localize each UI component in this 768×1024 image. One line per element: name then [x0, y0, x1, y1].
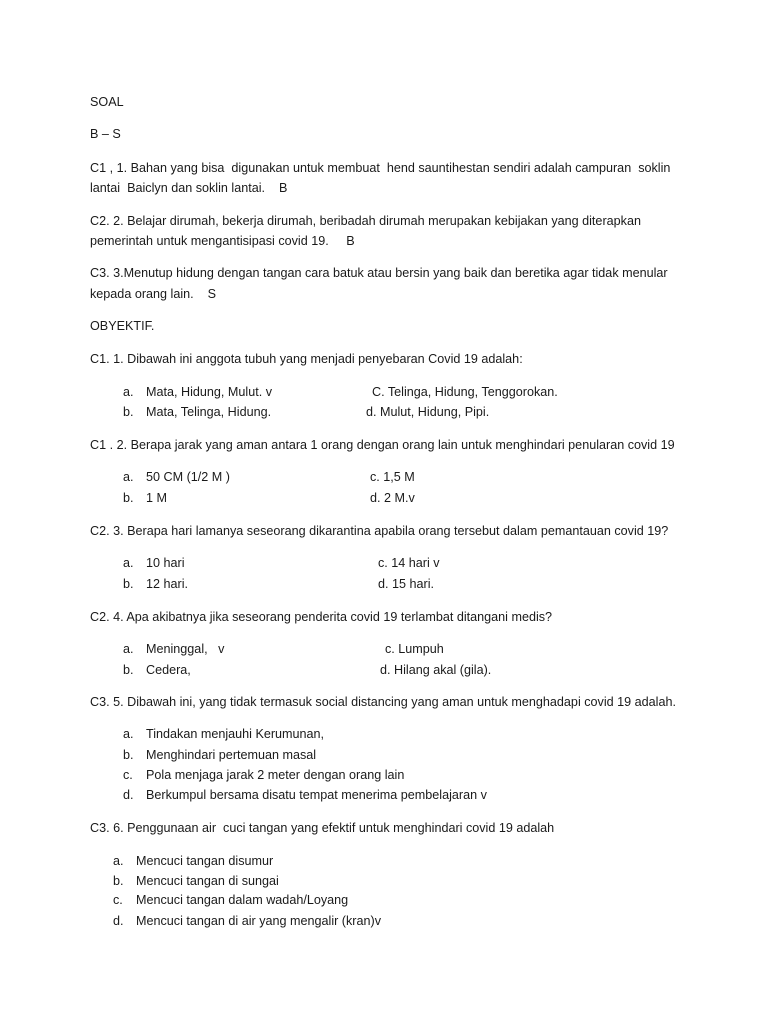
bs-item-2-line-2: pemerintah untuk mengantisipasi covid 19. B	[90, 234, 355, 248]
question-6-option-b: Mencuci tangan di sungai	[136, 874, 279, 888]
question-1-option-b: Mata, Telinga, Hidung.	[146, 405, 272, 419]
question-3-option-b-letter: b.	[123, 577, 134, 591]
section-objective-heading: OBYEKTIF.	[90, 319, 155, 333]
question-3-option-d: d. 15 hari.	[378, 577, 435, 591]
question-4-option-c: c. Lumpuh	[385, 642, 444, 656]
bs-item-2-line-1: C2. 2. Belajar dirumah, bekerja dirumah, beribadah dirumah merupakan kebijakan yang diterapkan	[90, 214, 641, 228]
question-2-option-b-letter: b.	[123, 491, 134, 505]
question-5-option-d-letter: d.	[123, 788, 134, 802]
question-5-option-b: Menghindari pertemuan masal	[146, 748, 317, 762]
question-3-option-c: c. 14 hari v	[378, 556, 440, 570]
bs-item-3-line-1: C3. 3.Menutup hidung dengan tangan cara batuk atau bersin yang baik dan beretika agar tidak menular	[90, 266, 668, 280]
question-6-text: C3. 6. Penggunaan air cuci tangan yang efektif untuk menghindari covid 19 adalah	[90, 821, 555, 835]
question-4-option-b-letter: b.	[123, 663, 134, 677]
bs-item-1-line-2: lantai Baiclyn dan soklin lantai. B	[90, 181, 288, 195]
question-1-option-c: C. Telinga, Hidung, Tenggorokan.	[372, 385, 558, 399]
question-5-option-a-letter: a.	[123, 727, 134, 741]
question-5-option-a: Tindakan menjauhi Kerumunan,	[146, 727, 325, 741]
question-3-text: C2. 3. Berapa hari lamanya seseorang dikarantina apabila orang tersebut dalam pemantauan covid 19?	[90, 524, 669, 538]
question-3-option-b: 12 hari.	[146, 577, 189, 591]
question-2-text: C1 . 2. Berapa jarak yang aman antara 1 orang dengan orang lain untuk menghindari penularan covid 19	[90, 438, 675, 452]
question-6-option-a: Mencuci tangan disumur	[136, 854, 274, 868]
question-4-option-b: Cedera,	[146, 663, 191, 677]
question-6-option-a-letter: a.	[113, 854, 124, 868]
question-6-option-d: Mencuci tangan di air yang mengalir (kran)v	[136, 914, 381, 928]
question-2-option-a-letter: a.	[123, 470, 134, 484]
question-6-option-d-letter: d.	[113, 914, 124, 928]
question-1-option-a-letter: a.	[123, 385, 134, 399]
question-2-option-b: 1 M	[146, 491, 167, 505]
question-4-option-a-letter: a.	[123, 642, 134, 656]
question-1-text: C1. 1. Dibawah ini anggota tubuh yang menjadi penyebaran Covid 19 adalah:	[90, 352, 523, 366]
question-5-option-d: Berkumpul bersama disatu tempat menerima pembelajaran v	[146, 788, 487, 802]
question-5-option-c-letter: c.	[123, 768, 133, 782]
question-5-option-b-letter: b.	[123, 748, 134, 762]
question-4-option-d: d. Hilang akal (gila).	[380, 663, 492, 677]
question-3-option-a: 10 hari	[146, 556, 185, 570]
question-6-option-c: Mencuci tangan dalam wadah/Loyang	[136, 893, 349, 907]
question-5-text: C3. 5. Dibawah ini, yang tidak termasuk social distancing yang aman untuk menghadapi covid 19 adalah.	[90, 695, 676, 709]
question-6-option-c-letter: c.	[113, 893, 123, 907]
bs-item-3-line-2: kepada orang lain. S	[90, 287, 217, 301]
question-4-option-a: Meninggal, v	[146, 642, 225, 656]
question-1-option-d: d. Mulut, Hidung, Pipi.	[366, 405, 490, 419]
question-2-option-c: c. 1,5 M	[370, 470, 415, 484]
question-2-option-d: d. 2 M.v	[370, 491, 415, 505]
question-3-option-a-letter: a.	[123, 556, 134, 570]
section-true-false-heading: B – S	[90, 127, 121, 141]
question-5-option-c: Pola menjaga jarak 2 meter dengan orang lain	[146, 768, 405, 782]
document-title: SOAL	[90, 95, 124, 109]
question-1-option-b-letter: b.	[123, 405, 134, 419]
question-4-text: C2. 4. Apa akibatnya jika seseorang penderita covid 19 terlambat ditangani medis?	[90, 610, 553, 624]
question-6-option-b-letter: b.	[113, 874, 124, 888]
question-1-option-a: Mata, Hidung, Mulut. v	[146, 385, 272, 399]
bs-item-1-line-1: C1 , 1. Bahan yang bisa digunakan untuk membuat hend sauntihestan sendiri adalah campuran soklin	[90, 161, 671, 175]
question-2-option-a: 50 CM (1/2 M )	[146, 470, 230, 484]
